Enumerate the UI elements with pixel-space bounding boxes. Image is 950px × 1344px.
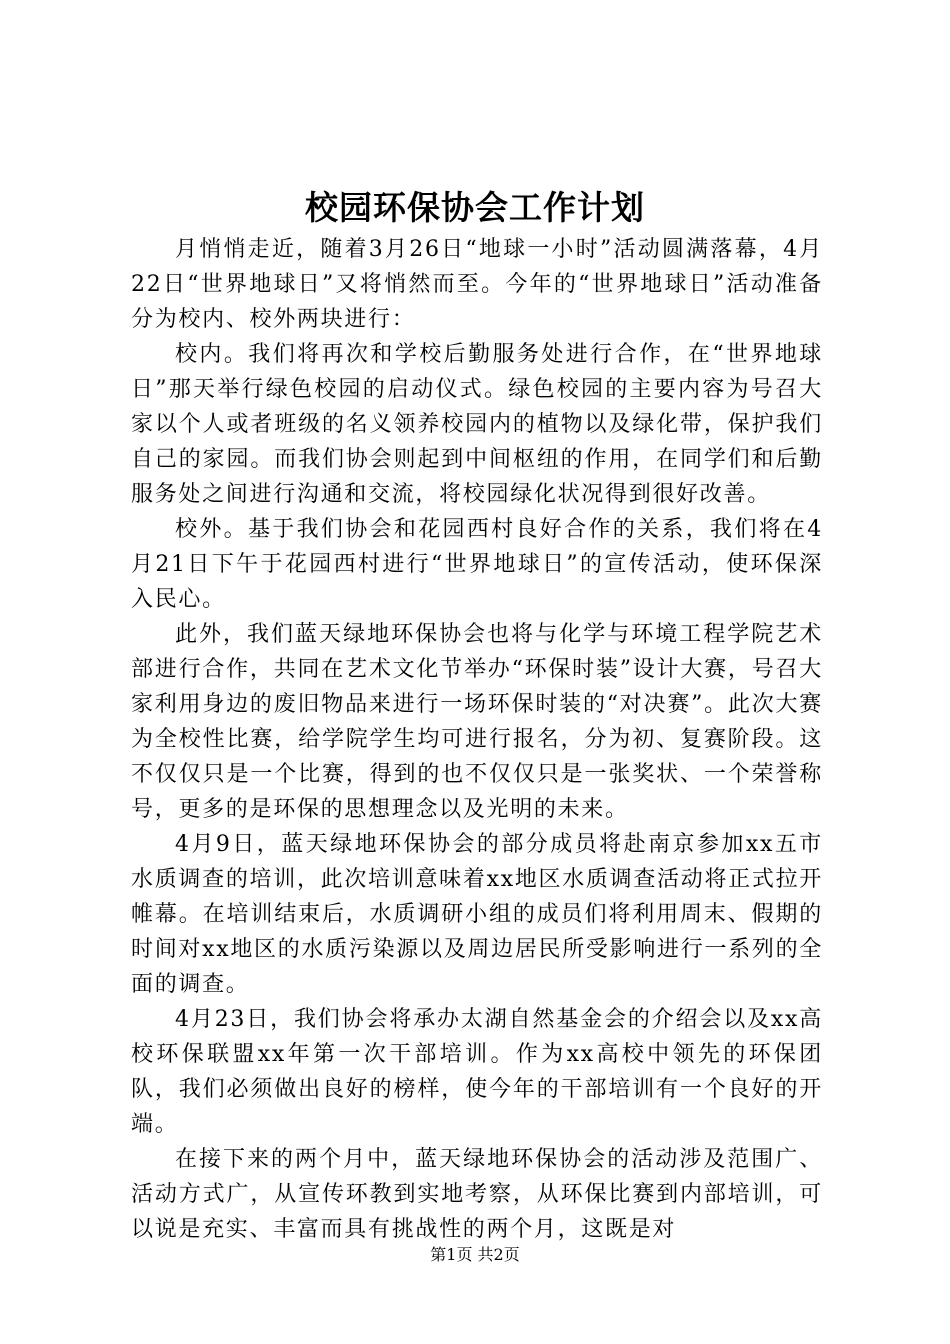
paragraph-water-survey: 4月9日，蓝天绿地环保协会的部分成员将赴南京参加xx五市水质调查的培训，此次培训意味着xx地区水质调查活动将正式拉开帷幕。在培训结束后，水质调研小组的成员们将利用周末、假期的时间对xx地区的水质污染源以及周边居民所受影响进行一系列的全面的调查。 <box>131 832 823 997</box>
page-footer: 第1页 共2页 <box>430 1245 520 1264</box>
document-body <box>131 232 823 1247</box>
document-title: 校园环保协会工作计划 <box>305 188 645 227</box>
paragraph-cadre-training: 4月23日，我们协会将承办太湖自然基金会的介绍会以及xx高校环保联盟xx年第一次干部培训。作为xx高校中领先的环保团队，我们必须做出良好的榜样，使今年的干部培训有一个良好的开端。 <box>131 1007 823 1137</box>
paragraph-intro: 月悄悄走近，随着3月26日“地球一小时”活动圆满落幕，4月22日“世界地球日”又将悄然而至。今年的“世界地球日”活动准备分为校内、校外两块进行： <box>131 237 823 332</box>
paragraph-summary: 在接下来的两个月中，蓝天绿地环保协会的活动涉及范围广、活动方式广，从宣传环教到实地考察，从环保比赛到内部培训，可以说是充实、丰富而具有挑战性的两个月，这既是对 <box>131 1147 823 1242</box>
paragraph-on-campus: 校内。我们将再次和学校后勤服务处进行合作，在“世界地球日”那天举行绿色校园的启动仪式。绿色校园的主要内容为号召大家以个人或者班级的名义领养校园内的植物以及绿化带，保护我们自己的家园。而我们协会则起到中间枢纽的作用，在同学们和后勤服务处之间进行沟通和交流，将校园绿化状况得到很好改善。 <box>131 342 823 507</box>
paragraph-fashion-contest: 此外，我们蓝天绿地环保协会也将与化学与环境工程学院艺术部进行合作，共同在艺术文化节举办“环保时装”设计大赛，号召大家利用身边的废旧物品来进行一场环保时装的“对决赛”。此次大赛为全校性比赛，给学院学生均可进行报名，分为初、复赛阶段。这不仅仅只是一个比赛，得到的也不仅仅只是一张奖状、一个荣誉称号，更多的是环保的思想理念以及光明的未来。 <box>131 622 823 822</box>
paragraph-off-campus: 校外。基于我们协会和花园西村良好合作的关系，我们将在4月21日下午于花园西村进行“世界地球日”的宣传活动，使环保深入民心。 <box>131 517 823 612</box>
